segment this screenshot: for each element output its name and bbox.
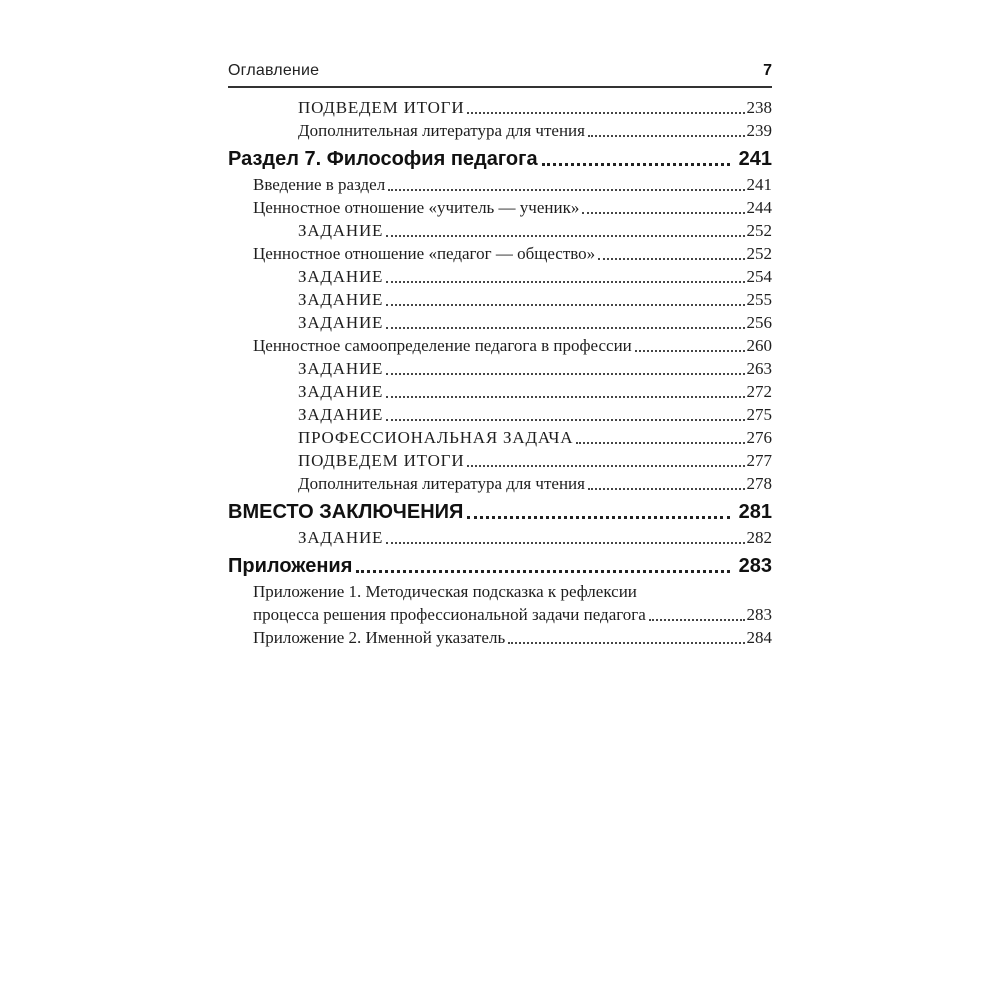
toc-entry-label: ЗАДАНИЕ — [298, 382, 384, 401]
toc-entry-label: ПРОФЕССИОНАЛЬНАЯ ЗАДАЧА — [298, 428, 574, 447]
toc-row — [228, 311, 772, 334]
toc-row — [228, 626, 772, 649]
toc-page-number: 244 — [746, 198, 772, 217]
toc-entry-label: Приложения — [228, 555, 353, 577]
running-head-title: Оглавление — [228, 62, 320, 79]
toc-page-number: 276 — [746, 428, 772, 447]
toc-row — [228, 500, 772, 525]
dot-leader — [588, 135, 745, 137]
dot-leader — [386, 304, 744, 306]
running-head — [228, 60, 772, 88]
toc-entry-label: Ценностное отношение «учитель — ученик» — [253, 198, 580, 217]
toc-page-number: 275 — [746, 405, 772, 424]
dot-leader — [598, 258, 744, 260]
toc-entry-label: ЗАДАНИЕ — [298, 528, 384, 547]
dot-leader — [467, 465, 744, 467]
toc-page-number: 282 — [746, 528, 772, 547]
toc-page-number: 241 — [746, 175, 772, 194]
dot-leader — [388, 189, 744, 191]
toc-page-number: 254 — [746, 267, 772, 286]
toc-row — [228, 196, 772, 219]
dot-leader — [386, 373, 744, 375]
toc-entry-label: ВМЕСТО ЗАКЛЮЧЕНИЯ — [228, 501, 464, 523]
toc-row — [228, 603, 772, 626]
dot-leader — [467, 112, 744, 114]
toc-entry-label: Ценностное отношение «педагог — общество» — [253, 244, 596, 263]
toc-entry-label: Ценностное самоопределение педагога в профессии — [253, 336, 632, 355]
toc-row — [228, 472, 772, 495]
toc-row — [228, 265, 772, 288]
toc-entry-label: ЗАДАНИЕ — [298, 313, 384, 332]
running-head-page-number: 7 — [763, 62, 772, 79]
toc-page-number: 238 — [746, 98, 772, 117]
toc-page-number: 283 — [746, 605, 772, 624]
toc-page-number: 241 — [738, 148, 772, 170]
dot-leader — [542, 163, 730, 166]
toc-row — [228, 147, 772, 172]
toc-page-number: 272 — [746, 382, 772, 401]
toc-page-number: 256 — [746, 313, 772, 332]
toc-page-number: 252 — [746, 221, 772, 240]
dot-leader — [508, 642, 744, 644]
toc-entry-label: Дополнительная литература для чтения — [298, 121, 585, 140]
toc-entry-label: Раздел 7. Философия педагога — [228, 148, 538, 170]
toc-row — [228, 219, 772, 242]
toc-row — [228, 554, 772, 579]
toc-entry-label: ПОДВЕДЕМ ИТОГИ — [298, 98, 465, 117]
toc-entry-label: ЗАДАНИЕ — [298, 221, 384, 240]
toc-page-number: 277 — [746, 451, 772, 470]
dot-leader — [649, 619, 745, 621]
dot-leader — [576, 442, 744, 444]
toc-page-number: 263 — [746, 359, 772, 378]
toc-page-number: 283 — [738, 555, 772, 577]
dot-leader — [386, 327, 744, 329]
toc-row — [228, 334, 772, 357]
dot-leader — [582, 212, 744, 214]
toc-page-number: 239 — [746, 121, 772, 140]
dot-leader — [386, 542, 744, 544]
dot-leader — [386, 396, 744, 398]
toc-entry-label: ЗАДАНИЕ — [298, 290, 384, 309]
dot-leader — [588, 488, 745, 490]
toc-page-number: 260 — [746, 336, 772, 355]
toc-row — [228, 526, 772, 549]
toc-page-number: 281 — [738, 501, 772, 523]
toc-row — [228, 119, 772, 142]
toc-row — [228, 242, 772, 265]
toc-row — [228, 96, 772, 119]
toc-row — [228, 288, 772, 311]
toc-entry-label: ЗАДАНИЕ — [298, 267, 384, 286]
toc-page-number: 284 — [746, 628, 772, 647]
toc-entry-label: ЗАДАНИЕ — [298, 405, 384, 424]
toc-row — [228, 403, 772, 426]
toc-row — [228, 580, 772, 603]
toc-entry-label: Приложение 1. Методическая подсказка к рефлексии — [253, 582, 637, 601]
dot-leader — [386, 281, 744, 283]
toc-page-number: 255 — [746, 290, 772, 309]
table-of-contents — [228, 96, 772, 649]
toc-entry-label: ЗАДАНИЕ — [298, 359, 384, 378]
toc-entry-label: ПОДВЕДЕМ ИТОГИ — [298, 451, 465, 470]
toc-entry-label: Введение в раздел — [253, 175, 386, 194]
toc-row — [228, 449, 772, 472]
dot-leader — [386, 235, 744, 237]
toc-row — [228, 173, 772, 196]
toc-page-number: 252 — [746, 244, 772, 263]
toc-page-number: 278 — [746, 474, 772, 493]
toc-row — [228, 380, 772, 403]
dot-leader — [635, 350, 745, 352]
toc-row — [228, 426, 772, 449]
dot-leader — [356, 570, 729, 573]
toc-entry-label: Приложение 2. Именной указатель — [253, 628, 506, 647]
dot-leader — [386, 419, 744, 421]
toc-entry-label: Дополнительная литература для чтения — [298, 474, 585, 493]
toc-entry-label: процесса решения профессиональной задачи педагога — [253, 605, 646, 624]
dot-leader — [467, 516, 729, 519]
toc-row — [228, 357, 772, 380]
